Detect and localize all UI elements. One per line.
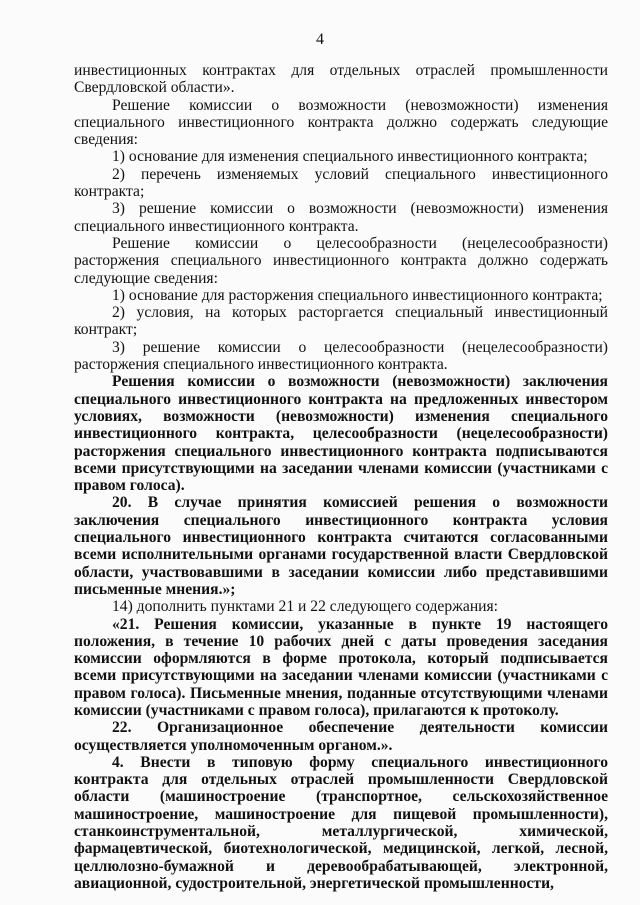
paragraph: 3) решение комиссии о целесообразности (нецелесообразности) расторжения специального инвестиционного контракта. — [74, 338, 608, 374]
paragraph: 1) основание для расторжения специального инвестиционного контракта; — [112, 286, 603, 304]
paragraph: Решение комиссии о возможности (невозможности) изменения специального инвестиционного контракта должно содержать следующие сведения: — [74, 96, 608, 149]
paragraph: 22. Организационное обеспечение деятельности комиссии осуществляется уполномоченным органом.». — [74, 719, 608, 754]
paragraph: 1) основание для изменения специального инвестиционного контракта; — [112, 148, 588, 166]
paragraph: 2) условия, на которых расторгается специальный инвестиционный контракт; — [74, 304, 608, 339]
page-number: 4 — [316, 31, 324, 48]
paragraph: Решения комиссии о возможности (невозможности) заключения специального инвестиционного контракта на предложенных инвестором условиях, возможности (невозможности) изменения специального инвестиционного контракта, целесообразности (нецелесообразности) расторжения специального инвестиционного контракта подписываются всеми присутствующими на заседании членами комиссии (участниками с правом голоса). — [74, 373, 608, 495]
paragraph: 14) дополнить пунктами 21 и 22 следующего содержания: — [112, 598, 499, 616]
paragraph: «21. Решения комиссии, указанные в пункте 19 настоящего положения, в течение 10 рабочих дней с даты проведения заседания комиссии оформляются в форме протокола, который подписывается всеми присутствующими на заседании членами комиссии (участниками с правом голоса). Письменные мнения, поданные отсутствующими членами комиссии (участниками с правом голоса), прилагаются к протоколу. — [74, 615, 608, 719]
paragraph: 3) решение комиссии о возможности (невозможности) изменения специального инвестиционного контракта. — [74, 200, 608, 235]
paragraph: 2) перечень изменяемых условий специального инвестиционного контракта; — [74, 165, 608, 201]
paragraph: Решение комиссии о целесообразности (нецелесообразности) расторжения специального инвестиционного контракта должно содержать следующие сведения: — [74, 234, 608, 287]
paragraph: 20. В случае принятия комиссией решения о возможности заключения специального инвестиционного контракта условия специального инвестиционного контракта считаются согласованными всеми исполнительными органами государственной власти Свердловской области, участвовавшими в заседании комиссии либо представившими письменные мнения.»; — [74, 494, 608, 598]
paragraph: инвестиционных контрактах для отдельных отраслей промышленности Свердловской области». — [74, 62, 608, 97]
document-body — [74, 62, 608, 892]
paragraph: 4. Внести в типовую форму специального инвестиционного контракта для отдельных отраслей промышленности Свердловской области (машиностроение (транспортное, сельскохозяйственное машиностроение, машиностроение для пищевой промышленности), станкоинструментальной, металлургической, химической, фармацевтической, биотехнологической, медицинской, легкой, лесной, целлюлозно-бумажной и деревообрабатывающей, электронной, авиационной, судостроительной, энергетической промышленности, — [74, 753, 608, 892]
